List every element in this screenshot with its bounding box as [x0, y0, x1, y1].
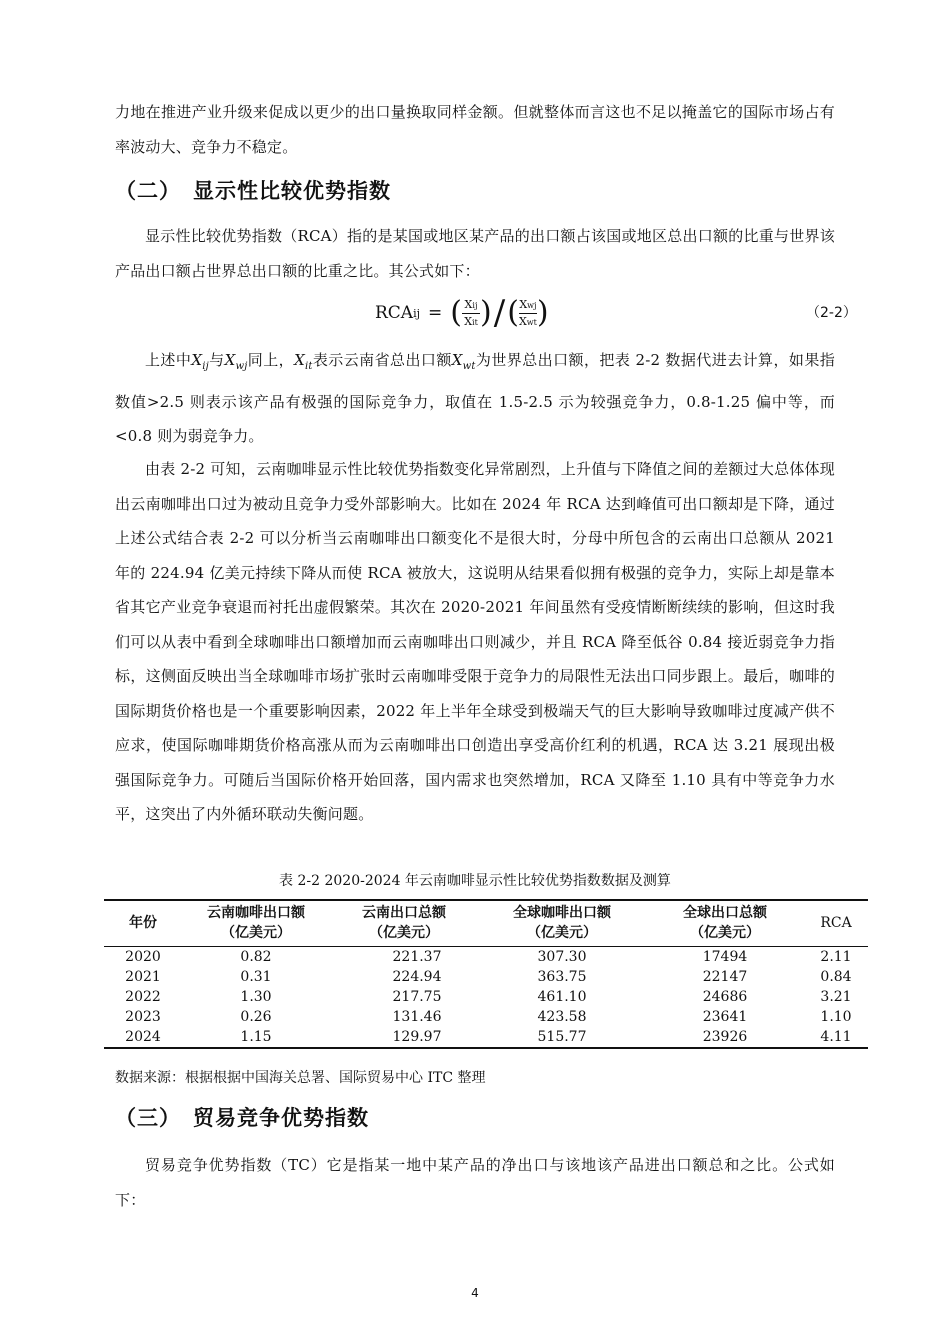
table-source-note: 数据来源：根据根据中国海关总署、国际贸易中心 ITC 整理 [115, 1070, 486, 1086]
formula-fraction-2: $\frac{\text{Xwj}}{\text{Xwt}}$ [518, 297, 537, 328]
table-row: 2021 0.31 224.94 363.75 22147 0.84 [125, 969, 852, 985]
formula-equals: = [428, 303, 443, 323]
section-title: 显示性比较优势指数 [193, 179, 391, 203]
table-header-row [104, 900, 868, 947]
formula-lhs: RCA [375, 303, 414, 323]
table-row: 2024 1.15 129.97 515.77 23926 4.11 [125, 1029, 852, 1045]
paragraph-analysis: 由表 2-2 可知，云南咖啡显示性比较优势指数变化异常剧烈，上升值与下降值之间的差额过大总体体现出云南咖啡出口过为被动且竞争力受外部影响大。比如在 2024 年 RCA 达到峰值可出口额却是下降，通过上述公式结合表 2-2 可以分析当云南咖啡出口额变化不是很大时，分母中所包含的云南出口总额从 2021 年的 224.94 亿美元持续下降从而使 RCA 被放大，这说明从结果看似拥有极强的竞争力，实际上却是靠本省其它产业竞争衰退而衬托出虚假繁荣。其次在 2020-2021 年间虽然有受疫情断断续续的影响，但这时我们可以从表中看到全球咖啡出口额增加而云南咖啡出口则减少，并且 RCA 降至低谷 0.84 接近弱竞争力指标，这侧面反映出当全球咖啡市场扩张时云南咖啡受限于竞争力的局限性无法出口同步跟上。最后，咖啡的国际期货价格也是一个重要影响因素，2022 年上半年全球受到极端天气的巨大影响导致咖啡过度减产供不应求，使国际咖啡期货价格高涨从而为云南咖啡出口创造出享受高价红利的机遇，RCA 达 3.21 展现出极强国际竞争力。可随后当国际价格开始回落，国内需求也突然增加，RCA 又降至 1.10 具有中等竞争力水平，这突出了内外循环联动失衡问题。 [115, 460, 835, 823]
header-global-total-export: 全球出口总额 （亿美元） [646, 900, 804, 947]
section-heading-tc [115, 1102, 369, 1132]
header-global-coffee-export: 全球咖啡出口额 （亿美元） [478, 900, 646, 947]
section-number: （二） [115, 179, 181, 203]
table-row: 2023 0.26 131.46 423.58 23641 1.10 [125, 1009, 852, 1025]
table-row: 2022 1.30 217.75 461.10 24686 3.21 [125, 989, 852, 1005]
table-caption: 表 2-2 2020-2024 年云南咖啡显示性比较优势指数数据及测算 [279, 873, 671, 889]
formula-fraction-1: $\frac{\text{Xij}}{\text{Xit}}$ [462, 298, 480, 329]
table-row: 2020 0.82 221.37 307.30 17494 2.11 [125, 949, 852, 965]
paragraph-rca-definition: 显示性比较优势指数（RCA）指的是某国或地区某产品的出口额占该国或地区总出口额的比重与世界该产品出口额占世界总出口额的比重之比。其公式如下： [115, 227, 835, 280]
header-year: 年份 [104, 900, 182, 947]
header-yunnan-coffee-export: 云南咖啡出口额 （亿美元） [182, 900, 330, 947]
section-title: 贸易竞争优势指数 [193, 1106, 369, 1130]
header-yunnan-total-export: 云南出口总额 （亿美元） [330, 900, 478, 947]
paragraph-tc-definition: 贸易竞争优势指数（TC）它是指某一地中某产品的净出口与该地该产品进出口额总和之比。公式如下： [115, 1156, 835, 1209]
section-number: （三） [115, 1106, 181, 1130]
paragraph-variables: 上述中$X_{ij}$与$X_{wj}$同上，$X_{it}$表示云南省总出口额$X_{wt}$为世界总出口额，把表 2-2 数据代进去计算，如果指数值>2.5 则表示该产品有极强的国际竞争力，取值在 1.5-2.5 示为较强竞争力，0.8-1.25 偏中等，而<0.8 则为弱竞争力。 [115, 351, 835, 445]
formula-number: （2-2） [806, 305, 857, 321]
header-rca: RCA [804, 900, 868, 947]
rca-data-table [104, 899, 868, 1049]
page-number: 4 [471, 1286, 479, 1300]
paragraph-intro: 力地在推进产业升级来促成以更少的出口量换取同样金额。但就整体而言这也不足以掩盖它的国际市场占有率波动大、竞争力不稳定。 [115, 103, 835, 156]
formula-lhs-sub: ij [413, 306, 421, 320]
section-heading-rca [115, 175, 391, 205]
rca-formula: RCA ij = ( $\frac{\text{Xij}}{\text{Xit}}$ ) / ( $\frac{\text{Xwj}}{\text{Xwt}}$ ) [375, 293, 549, 333]
